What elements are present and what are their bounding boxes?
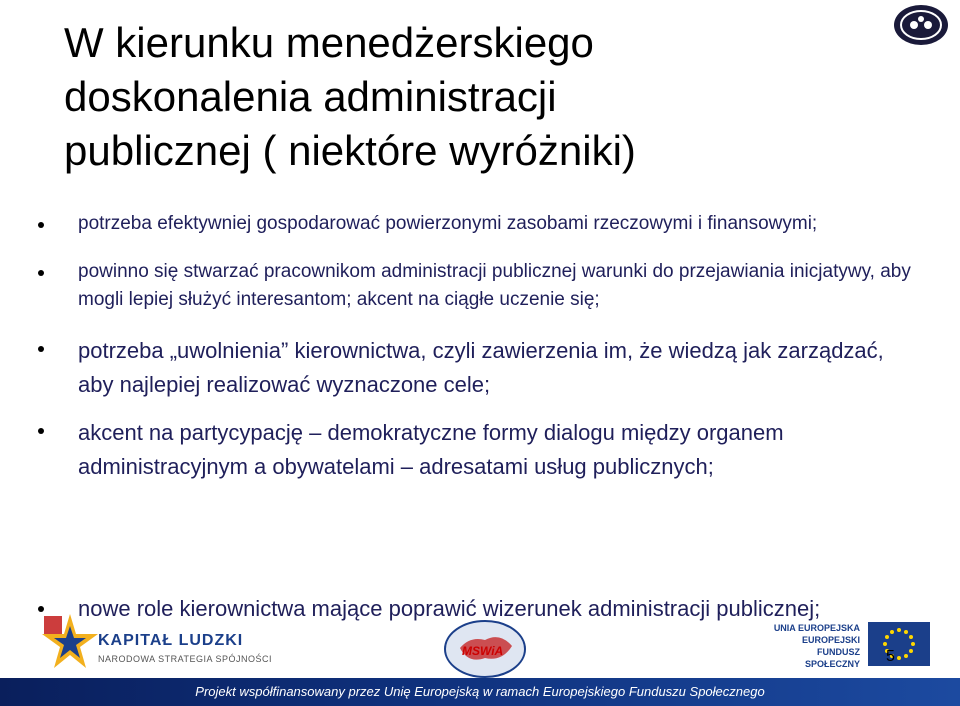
- mswia-label: MSWiA: [462, 644, 504, 658]
- bullet-dot-icon: [38, 346, 44, 352]
- eu-line-2: EUROPEJSKI: [801, 635, 860, 645]
- title-line-3: publicznej ( niektóre wyróżniki): [64, 127, 636, 174]
- slide-title: [64, 16, 884, 178]
- institution-logo-icon: [892, 4, 950, 46]
- bullet-item: [38, 334, 918, 402]
- title-line-2: doskonalenia administracji: [64, 73, 557, 120]
- bullet-text: powinno się stwarzać pracownikom administracji publicznej warunki do przejawiania inicjatywy, aby mogli lepiej służyć interesantom; akcent na ciągłe uczenie się;: [78, 261, 911, 310]
- eu-flag-icon: [868, 622, 930, 666]
- bullet-list: [38, 210, 918, 498]
- kapital-ludzki-title: KAPITAŁ LUDZKI: [98, 632, 244, 649]
- bullet-dot-icon: [38, 428, 44, 434]
- bullet-item-overlapping: [38, 592, 918, 626]
- project-funding-text: Projekt współfinansowany przez Unię Europejską w ramach Europejskiego Funduszu Społecznego: [195, 684, 765, 699]
- eu-line-3: FUNDUSZ SPOŁECZNY: [804, 647, 860, 669]
- eu-fund-label: [760, 622, 860, 670]
- page-number: 5: [886, 648, 895, 665]
- bullet-dot-icon: [38, 222, 44, 228]
- eu-line-1: UNIA EUROPEJSKA: [773, 623, 860, 633]
- bullet-text: potrzeba efektywniej gospodarować powierzonymi zasobami rzeczowymi i finansowymi;: [78, 213, 818, 234]
- bullet-text: akcent na partycypację – demokratyczne formy dialogu między organem administracyjnym a obywatelami – adresatami usług publicznych;: [78, 420, 784, 479]
- bullet-dot-icon: [38, 270, 44, 276]
- bullet-text: potrzeba „uwolnienia” kierownictwa, czyli zawierzenia im, że wiedzą jak zarządzać, aby najlepiej realizować wyznaczone cele;: [78, 338, 884, 397]
- bullet-item: [38, 210, 918, 238]
- bullet-item: [38, 416, 918, 484]
- bullet-text: nowe role kierownictwa mające poprawić wizerunek administracji publicznej;: [78, 596, 821, 621]
- bullet-item: [38, 258, 918, 314]
- bullet-dot-icon: [38, 606, 44, 612]
- title-line-1: W kierunku menedżerskiego: [64, 19, 594, 66]
- kapital-ludzki-subtitle: NARODOWA STRATEGIA SPÓJNOŚCI: [98, 654, 273, 664]
